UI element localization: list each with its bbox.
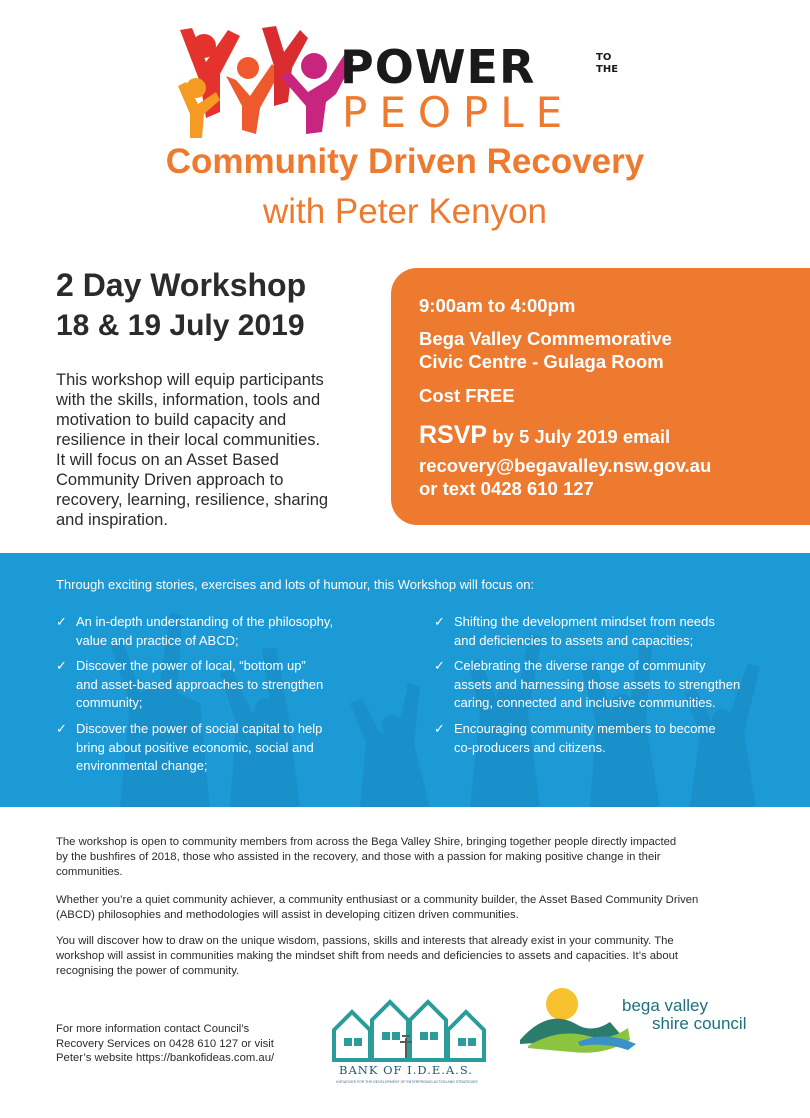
intro-line: It will focus on an Asset Based [56, 451, 279, 469]
intro-line: with the skills, information, tools and [56, 391, 321, 409]
focus-bullet: ✓ Discover the power of local, “bottom up” and asset-based approaches to strengthen community; [56, 658, 324, 710]
bank-of-ideas-name: BANK OF I.D.E.A.S. [339, 1063, 473, 1077]
rsvp-text-number: or text 0428 610 127 [419, 478, 594, 499]
page-subtitle: with Peter Kenyon [262, 192, 548, 231]
rsvp-deadline: by 5 July 2019 email [487, 426, 671, 447]
event-venue-line1: Bega Valley Commemorative [419, 328, 672, 349]
power-to-the-people-wordmark [340, 40, 660, 140]
rsvp-line [419, 421, 671, 449]
rsvp-email-link[interactable]: recovery@begavalley.nsw.gov.au [419, 455, 712, 476]
intro-line: recovery, learning, resilience, sharing [56, 491, 329, 509]
intro-line: This workshop will equip participants [56, 371, 324, 389]
logo-power-word: POWER [340, 40, 536, 94]
check-icon: ✓ [56, 721, 67, 736]
focus-bullet: ✓ Celebrating the diverse range of community assets and harnessing those assets to strengthen caring, connected and inclusive communities. [434, 658, 741, 710]
logo-people-word: PEOPLE [342, 88, 575, 137]
event-venue-line2: Civic Centre - Gulaga Room [419, 351, 664, 372]
workshop-intro [56, 370, 376, 530]
intro-line: Community Driven approach to [56, 471, 284, 489]
intro-line: resilience in their local communities. [56, 431, 321, 449]
page-title: Community Driven Recovery [165, 142, 645, 181]
contact-info [56, 1022, 326, 1066]
focus-band [0, 553, 810, 807]
logo-the-word: THE [596, 64, 619, 75]
logo-to-word: TO [596, 52, 612, 63]
body-paragraph: You will discover how to draw on the unique wisdom, passions, skills and interests that already exist in your community. The workshop will assist in communities making the mindset shift from needs and deficiencies to assets and capacities. It’s about recognising the power of community. [56, 935, 679, 977]
workshop-heading: 2 Day Workshop [56, 267, 307, 303]
intro-line: and inspiration. [56, 511, 168, 529]
check-icon: ✓ [56, 658, 67, 673]
workshop-dates: 18 & 19 July 2019 [56, 309, 305, 342]
power-to-the-people-logo-figures [176, 22, 356, 140]
rsvp-word: RSVP [419, 421, 488, 449]
bega-council-subname: shire council [652, 1014, 747, 1033]
event-time: 9:00am to 4:00pm [419, 295, 576, 316]
focus-bullet: ✓ Encouraging community members to become co-producers and citizens. [434, 721, 716, 755]
focus-bullet: ✓ An in-depth understanding of the philosophy, value and practice of ABCD; [56, 614, 334, 648]
event-details-panel [391, 268, 810, 525]
event-cost: Cost FREE [419, 385, 515, 406]
contact-line: For more information contact Council’s [56, 1023, 250, 1035]
logo-to-the [596, 52, 618, 76]
focus-bullet: ✓ Shifting the development mindset from needs and deficiencies to assets and capacities; [434, 614, 715, 648]
intro-line: motivation to build capacity and [56, 411, 287, 429]
check-icon: ✓ [434, 658, 445, 673]
bank-of-ideas-tagline: INITIATIVES FOR THE DEVELOPMENT OF ENTERPRISING ACTION AND STRATEGIES [336, 1080, 478, 1084]
focus-intro: Through exciting stories, exercises and lots of humour, this Workshop will focus on: [56, 577, 535, 592]
body-paragraph: The workshop is open to community members from across the Bega Valley Shire, bringing together people directly impacted by the bushfires of 2018, those who assisted in the recovery, and those with a passion for making positive change in their communities. [56, 836, 677, 878]
bega-council-name: bega valley [622, 996, 709, 1015]
contact-line: Recovery Services on 0428 610 127 or visit [56, 1037, 274, 1050]
check-icon: ✓ [434, 721, 445, 736]
check-icon: ✓ [434, 614, 445, 629]
check-icon: ✓ [56, 614, 67, 629]
contact-website-link[interactable]: Peter’s website https://bankofideas.com.au/ [56, 1052, 275, 1064]
body-paragraph: Whether you’re a quiet community achiever, a community enthusiast or a community builder, the Asset Based Community Driven (ABCD) philosophies and methodologies will assist in developing citizen driven communities. [56, 894, 699, 921]
focus-bullet: ✓ Discover the power of social capital to help bring about positive economic, social and environmental change; [56, 721, 323, 773]
